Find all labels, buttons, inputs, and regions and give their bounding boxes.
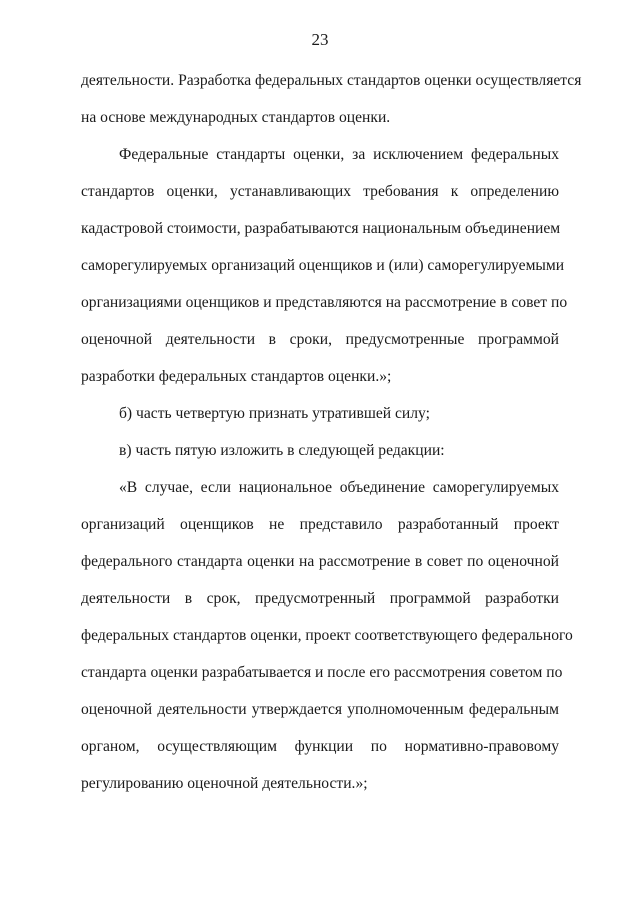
- text-line: оценочной деятельности утверждается уполномоченным федеральным: [81, 701, 559, 718]
- text-line: оценочной деятельности в сроки, предусмотренные программой: [81, 331, 559, 348]
- text-line: организациями оценщиков и представляются на рассмотрение в совет по: [81, 294, 568, 311]
- text-line: федеральных стандартов оценки, проект соответствующего федерального: [81, 627, 573, 644]
- text-line: разработки федеральных стандартов оценки.»;: [81, 368, 392, 385]
- text-line: Федеральные стандарты оценки, за исключением федеральных: [119, 146, 559, 163]
- page-number: 23: [311, 30, 329, 49]
- paragraph: [81, 136, 568, 395]
- paragraph: [81, 395, 559, 432]
- text-line: стандарта оценки разрабатывается и после его рассмотрения советом по: [81, 664, 563, 681]
- text-line: саморегулируемых организаций оценщиков и (или) саморегулируемыми: [81, 257, 565, 274]
- text-line: «В случае, если национальное объединение саморегулируемых: [119, 479, 559, 496]
- text-line: деятельности в срок, предусмотренный программой разработки: [81, 590, 559, 607]
- text-line: организаций оценщиков не представило разработанный проект: [81, 516, 559, 533]
- paragraph: [81, 469, 573, 802]
- text-line: в) часть пятую изложить в следующей редакции:: [119, 442, 445, 459]
- text-line: деятельности. Разработка федеральных стандартов оценки осуществляется: [81, 72, 582, 89]
- text-line: регулированию оценочной деятельности.»;: [81, 775, 368, 792]
- text-line: на основе международных стандартов оценки.: [81, 109, 391, 126]
- text-line: стандартов оценки, устанавливающих требования к определению: [81, 183, 559, 200]
- text-line: органом, осуществляющим функции по нормативно-правовому: [81, 738, 559, 755]
- document-body: [81, 62, 582, 802]
- text-line: федерального стандарта оценки на рассмотрение в совет по оценочной: [81, 553, 559, 570]
- text-line: б) часть четвертую признать утратившей силу;: [119, 405, 430, 422]
- paragraph: [81, 432, 559, 469]
- text-line: кадастровой стоимости, разрабатываются национальным объединением: [81, 220, 561, 237]
- paragraph: [81, 62, 582, 136]
